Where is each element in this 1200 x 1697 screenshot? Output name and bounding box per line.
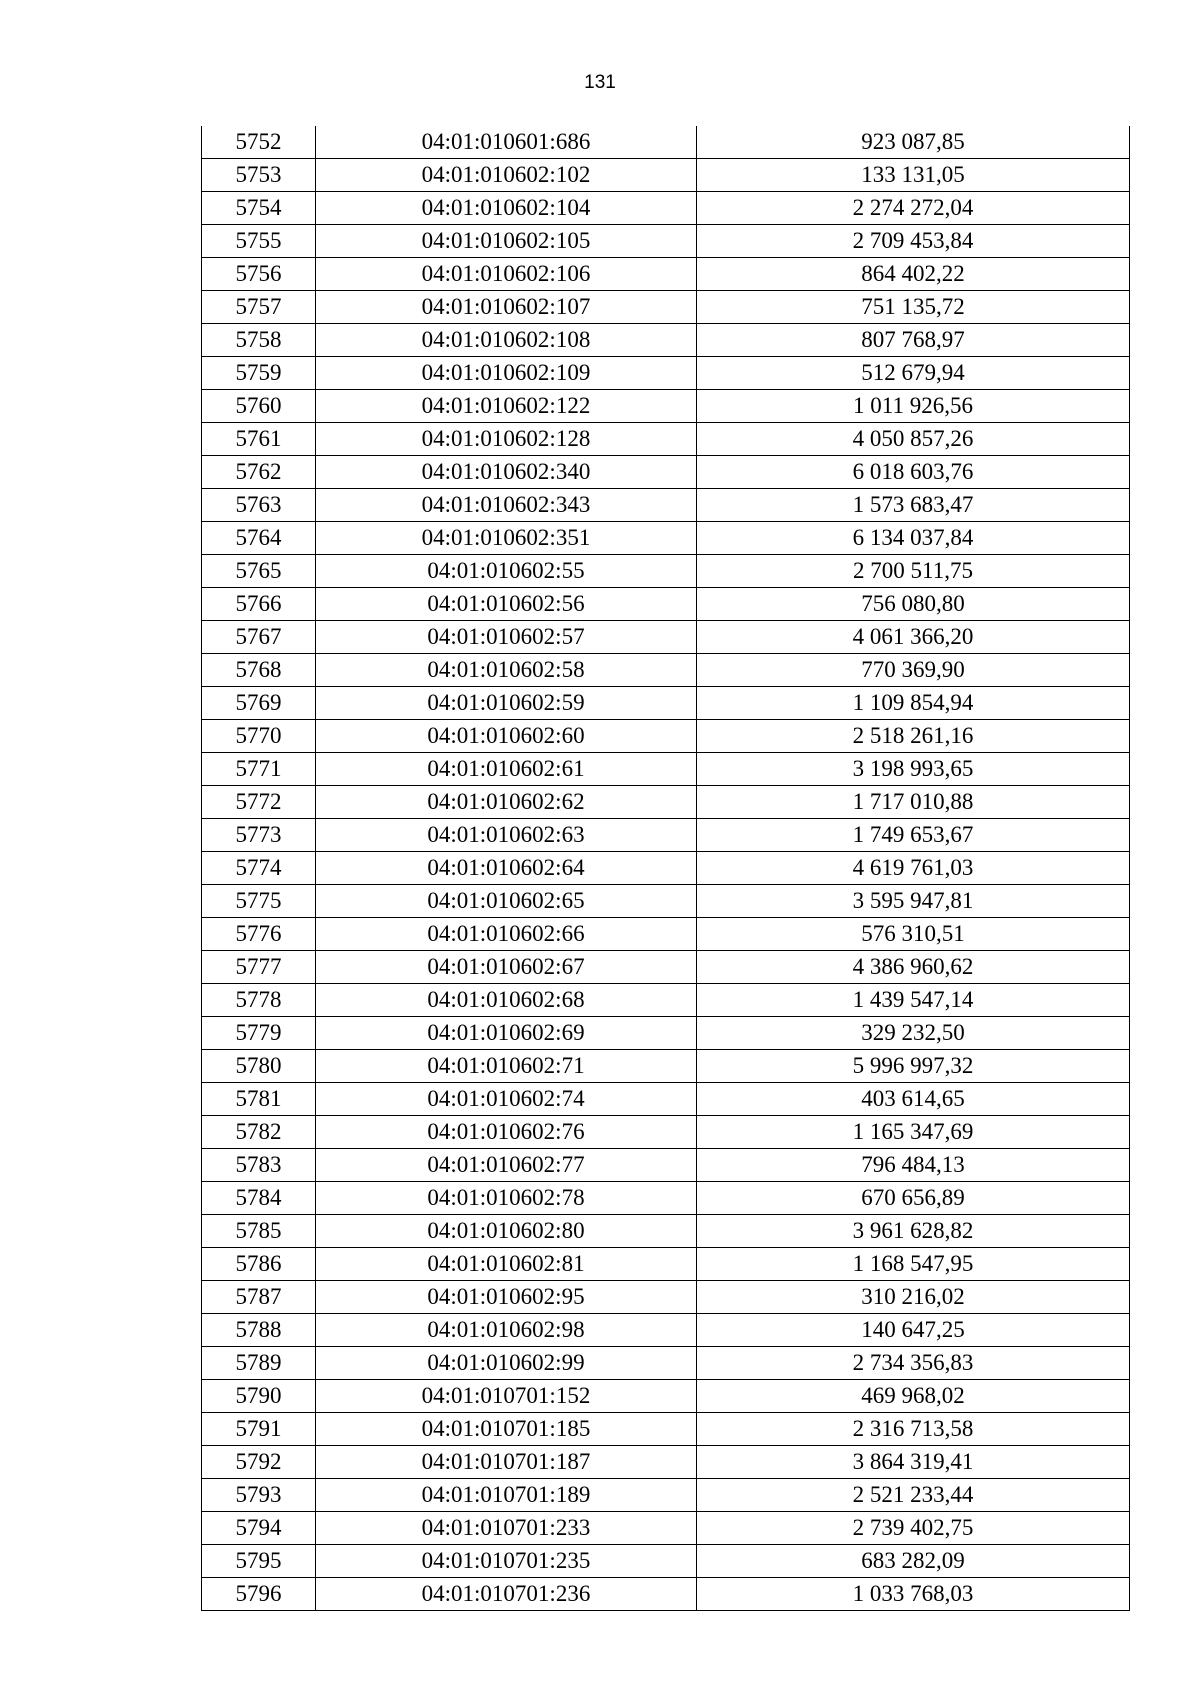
table-row	[202, 1182, 1130, 1215]
cadastral-value-cell: 5 996 997,32	[697, 1050, 1130, 1083]
cadastral-number-cell: 04:01:010602:122	[316, 390, 697, 423]
row-number-cell: 5761	[202, 423, 316, 456]
table-row	[202, 1149, 1130, 1182]
cadastral-value-cell: 6 018 603,76	[697, 456, 1130, 489]
cadastral-number-cell: 04:01:010602:340	[316, 456, 697, 489]
table-body	[202, 126, 1130, 1611]
table-row	[202, 588, 1130, 621]
cadastral-number-cell: 04:01:010701:187	[316, 1446, 697, 1479]
table-row	[202, 225, 1130, 258]
row-number-cell: 5759	[202, 357, 316, 390]
cadastral-number-cell: 04:01:010602:80	[316, 1215, 697, 1248]
cadastral-value-cell: 1 033 768,03	[697, 1578, 1130, 1611]
row-number-cell: 5787	[202, 1281, 316, 1314]
cadastral-number-cell: 04:01:010701:236	[316, 1578, 697, 1611]
table-row	[202, 720, 1130, 753]
row-number-cell: 5775	[202, 885, 316, 918]
cadastral-number-cell: 04:01:010602:108	[316, 324, 697, 357]
cadastral-value-cell: 1 168 547,95	[697, 1248, 1130, 1281]
table-row	[202, 1215, 1130, 1248]
cadastral-value-cell: 2 518 261,16	[697, 720, 1130, 753]
cadastral-number-cell: 04:01:010602:64	[316, 852, 697, 885]
row-number-cell: 5754	[202, 192, 316, 225]
table-row	[202, 489, 1130, 522]
cadastral-value-cell: 1 011 926,56	[697, 390, 1130, 423]
table-row	[202, 852, 1130, 885]
cadastral-value-cell: 2 521 233,44	[697, 1479, 1130, 1512]
row-number-cell: 5769	[202, 687, 316, 720]
cadastral-number-cell: 04:01:010602:62	[316, 786, 697, 819]
row-number-cell: 5757	[202, 291, 316, 324]
table-row	[202, 1578, 1130, 1611]
cadastral-number-cell: 04:01:010602:59	[316, 687, 697, 720]
row-number-cell: 5795	[202, 1545, 316, 1578]
table-row	[202, 1380, 1130, 1413]
page-number: 131	[584, 72, 616, 93]
cadastral-number-cell: 04:01:010602:102	[316, 159, 697, 192]
row-number-cell: 5778	[202, 984, 316, 1017]
cadastral-number-cell: 04:01:010602:107	[316, 291, 697, 324]
cadastral-value-cell: 310 216,02	[697, 1281, 1130, 1314]
table-row	[202, 753, 1130, 786]
table-row	[202, 918, 1130, 951]
cadastral-value-cell: 2 739 402,75	[697, 1512, 1130, 1545]
cadastral-number-cell: 04:01:010602:98	[316, 1314, 697, 1347]
cadastral-value-cell: 3 198 993,65	[697, 753, 1130, 786]
cadastral-value-cell: 4 619 761,03	[697, 852, 1130, 885]
cadastral-value-cell: 4 386 960,62	[697, 951, 1130, 984]
table-row	[202, 1413, 1130, 1446]
cadastral-value-cell: 2 709 453,84	[697, 225, 1130, 258]
cadastral-number-cell: 04:01:010602:56	[316, 588, 697, 621]
table-row	[202, 1446, 1130, 1479]
row-number-cell: 5758	[202, 324, 316, 357]
row-number-cell: 5782	[202, 1116, 316, 1149]
cadastral-number-cell: 04:01:010602:343	[316, 489, 697, 522]
table-row	[202, 984, 1130, 1017]
cadastral-number-cell: 04:01:010602:57	[316, 621, 697, 654]
cadastral-value-cell: 770 369,90	[697, 654, 1130, 687]
cadastral-number-cell: 04:01:010602:105	[316, 225, 697, 258]
cadastral-value-cell: 329 232,50	[697, 1017, 1130, 1050]
table-row	[202, 621, 1130, 654]
row-number-cell: 5784	[202, 1182, 316, 1215]
cadastral-number-cell: 04:01:010602:69	[316, 1017, 697, 1050]
table-row	[202, 687, 1130, 720]
row-number-cell: 5774	[202, 852, 316, 885]
row-number-cell: 5789	[202, 1347, 316, 1380]
cadastral-value-cell: 751 135,72	[697, 291, 1130, 324]
cadastral-value-cell: 807 768,97	[697, 324, 1130, 357]
cadastral-number-cell: 04:01:010602:104	[316, 192, 697, 225]
table-row	[202, 1314, 1130, 1347]
table-row	[202, 1017, 1130, 1050]
cadastral-number-cell: 04:01:010602:109	[316, 357, 697, 390]
table-row	[202, 555, 1130, 588]
cadastral-value-cell: 3 595 947,81	[697, 885, 1130, 918]
table-row	[202, 1347, 1130, 1380]
table-row	[202, 819, 1130, 852]
cadastral-value-table	[201, 126, 1130, 1611]
cadastral-value-cell: 133 131,05	[697, 159, 1130, 192]
row-number-cell: 5767	[202, 621, 316, 654]
cadastral-number-cell: 04:01:010701:235	[316, 1545, 697, 1578]
row-number-cell: 5763	[202, 489, 316, 522]
table-row	[202, 1479, 1130, 1512]
table-row	[202, 390, 1130, 423]
cadastral-value-cell: 1 439 547,14	[697, 984, 1130, 1017]
cadastral-number-cell: 04:01:010602:60	[316, 720, 697, 753]
cadastral-value-cell: 4 061 366,20	[697, 621, 1130, 654]
cadastral-number-cell: 04:01:010602:81	[316, 1248, 697, 1281]
table-row	[202, 522, 1130, 555]
row-number-cell: 5772	[202, 786, 316, 819]
cadastral-number-cell: 04:01:010601:686	[316, 126, 697, 159]
table-row	[202, 258, 1130, 291]
table-row	[202, 126, 1130, 159]
row-number-cell: 5785	[202, 1215, 316, 1248]
cadastral-value-cell: 683 282,09	[697, 1545, 1130, 1578]
cadastral-number-cell: 04:01:010602:71	[316, 1050, 697, 1083]
cadastral-value-cell: 512 679,94	[697, 357, 1130, 390]
table-row	[202, 1083, 1130, 1116]
cadastral-number-cell: 04:01:010602:65	[316, 885, 697, 918]
cadastral-value-cell: 1 573 683,47	[697, 489, 1130, 522]
cadastral-number-cell: 04:01:010602:78	[316, 1182, 697, 1215]
table-row	[202, 1116, 1130, 1149]
row-number-cell: 5780	[202, 1050, 316, 1083]
row-number-cell: 5773	[202, 819, 316, 852]
row-number-cell: 5755	[202, 225, 316, 258]
row-number-cell: 5768	[202, 654, 316, 687]
cadastral-number-cell: 04:01:010602:106	[316, 258, 697, 291]
cadastral-value-cell: 576 310,51	[697, 918, 1130, 951]
cadastral-value-cell: 469 968,02	[697, 1380, 1130, 1413]
cadastral-value-cell: 1 749 653,67	[697, 819, 1130, 852]
cadastral-value-cell: 140 647,25	[697, 1314, 1130, 1347]
table-row	[202, 423, 1130, 456]
table-row	[202, 885, 1130, 918]
row-number-cell: 5793	[202, 1479, 316, 1512]
cadastral-number-cell: 04:01:010602:351	[316, 522, 697, 555]
cadastral-number-cell: 04:01:010701:189	[316, 1479, 697, 1512]
cadastral-number-cell: 04:01:010602:76	[316, 1116, 697, 1149]
row-number-cell: 5796	[202, 1578, 316, 1611]
cadastral-number-cell: 04:01:010602:61	[316, 753, 697, 786]
cadastral-value-cell: 2 700 511,75	[697, 555, 1130, 588]
cadastral-value-cell: 6 134 037,84	[697, 522, 1130, 555]
cadastral-number-cell: 04:01:010701:185	[316, 1413, 697, 1446]
cadastral-value-cell: 403 614,65	[697, 1083, 1130, 1116]
cadastral-number-cell: 04:01:010701:233	[316, 1512, 697, 1545]
row-number-cell: 5794	[202, 1512, 316, 1545]
row-number-cell: 5792	[202, 1446, 316, 1479]
cadastral-value-cell: 864 402,22	[697, 258, 1130, 291]
row-number-cell: 5765	[202, 555, 316, 588]
row-number-cell: 5771	[202, 753, 316, 786]
row-number-cell: 5753	[202, 159, 316, 192]
cadastral-number-cell: 04:01:010602:66	[316, 918, 697, 951]
cadastral-value-cell: 2 734 356,83	[697, 1347, 1130, 1380]
cadastral-value-cell: 1 165 347,69	[697, 1116, 1130, 1149]
row-number-cell: 5781	[202, 1083, 316, 1116]
table-row	[202, 324, 1130, 357]
row-number-cell: 5760	[202, 390, 316, 423]
cadastral-value-cell: 923 087,85	[697, 126, 1130, 159]
row-number-cell: 5756	[202, 258, 316, 291]
cadastral-value-cell: 2 316 713,58	[697, 1413, 1130, 1446]
table-row	[202, 654, 1130, 687]
row-number-cell: 5762	[202, 456, 316, 489]
cadastral-number-cell: 04:01:010602:58	[316, 654, 697, 687]
row-number-cell: 5766	[202, 588, 316, 621]
table-row	[202, 456, 1130, 489]
cadastral-value-cell: 2 274 272,04	[697, 192, 1130, 225]
cadastral-number-cell: 04:01:010602:99	[316, 1347, 697, 1380]
table-row	[202, 786, 1130, 819]
row-number-cell: 5779	[202, 1017, 316, 1050]
table-row	[202, 159, 1130, 192]
cadastral-number-cell: 04:01:010602:128	[316, 423, 697, 456]
cadastral-value-cell: 4 050 857,26	[697, 423, 1130, 456]
table-row	[202, 357, 1130, 390]
cadastral-number-cell: 04:01:010602:74	[316, 1083, 697, 1116]
row-number-cell: 5783	[202, 1149, 316, 1182]
cadastral-number-cell: 04:01:010602:63	[316, 819, 697, 852]
row-number-cell: 5764	[202, 522, 316, 555]
cadastral-value-cell: 3 864 319,41	[697, 1446, 1130, 1479]
table-row	[202, 291, 1130, 324]
table-row	[202, 192, 1130, 225]
cadastral-value-cell: 756 080,80	[697, 588, 1130, 621]
table-row	[202, 1512, 1130, 1545]
cadastral-number-cell: 04:01:010602:77	[316, 1149, 697, 1182]
row-number-cell: 5786	[202, 1248, 316, 1281]
row-number-cell: 5776	[202, 918, 316, 951]
row-number-cell: 5790	[202, 1380, 316, 1413]
cadastral-value-cell: 670 656,89	[697, 1182, 1130, 1215]
table-row	[202, 1545, 1130, 1578]
row-number-cell: 5752	[202, 126, 316, 159]
cadastral-number-cell: 04:01:010602:55	[316, 555, 697, 588]
cadastral-number-cell: 04:01:010602:67	[316, 951, 697, 984]
cadastral-value-cell: 796 484,13	[697, 1149, 1130, 1182]
row-number-cell: 5770	[202, 720, 316, 753]
cadastral-value-cell: 1 717 010,88	[697, 786, 1130, 819]
cadastral-number-cell: 04:01:010701:152	[316, 1380, 697, 1413]
table-row	[202, 951, 1130, 984]
cadastral-number-cell: 04:01:010602:68	[316, 984, 697, 1017]
row-number-cell: 5791	[202, 1413, 316, 1446]
cadastral-value-cell: 1 109 854,94	[697, 687, 1130, 720]
table-row	[202, 1050, 1130, 1083]
cadastral-value-cell: 3 961 628,82	[697, 1215, 1130, 1248]
row-number-cell: 5777	[202, 951, 316, 984]
row-number-cell: 5788	[202, 1314, 316, 1347]
table-row	[202, 1281, 1130, 1314]
cadastral-number-cell: 04:01:010602:95	[316, 1281, 697, 1314]
table-row	[202, 1248, 1130, 1281]
